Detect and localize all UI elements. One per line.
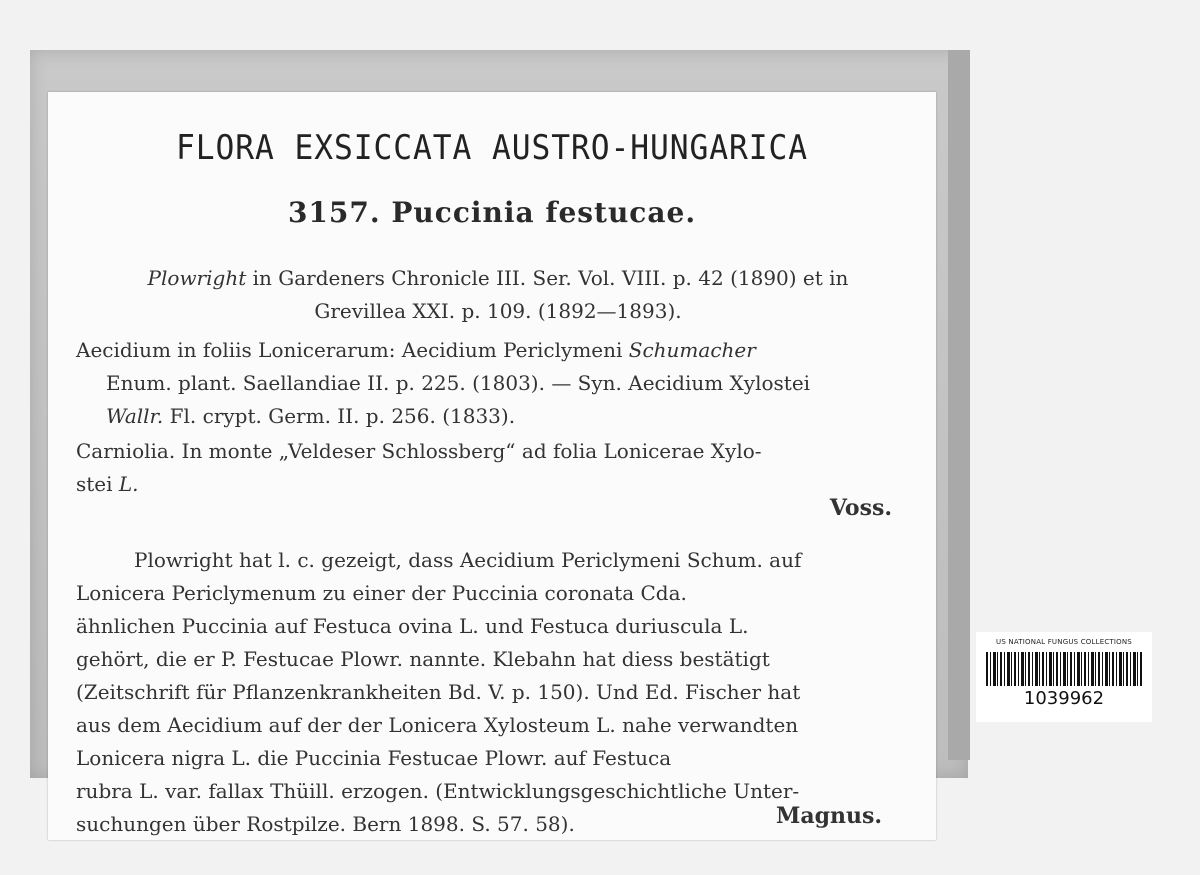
label-title: FLORA EXSICCATA AUSTRO-HUNGARICA (175, 128, 809, 168)
locality-paragraph (76, 435, 926, 501)
species-heading: 3157. Puccinia festucae. (287, 196, 697, 229)
sheet-edge-shadow (948, 50, 970, 760)
specimen-label (48, 92, 936, 840)
barcode-bars (986, 652, 1142, 686)
note-line: gehört, die er P. Festucae Plowr. nannte. Klebahn hat diess bestätigt (76, 647, 770, 671)
reference-line-1: in Gardeners Chronicle III. Ser. Vol. VIII. p. 42 (1890) et in (246, 266, 849, 290)
note-line: Lonicera Periclymenum zu einer der Puccinia coronata Cda. (76, 581, 687, 605)
collector-name: Voss. (829, 495, 892, 521)
aecidium-text-2: Enum. plant. Saellandiae II. p. 225. (1803). — Syn. Aecidium Xylostei (106, 371, 811, 395)
reference-author: Plowright (147, 266, 247, 290)
note-paragraph (134, 544, 924, 577)
aecidium-text-1: Aecidium in foliis Lonicerarum: Aecidium Periclymeni (76, 338, 629, 362)
note-line: Lonicera nigra L. die Puccinia Festucae Plowr. auf Festuca (76, 746, 672, 770)
barcode-label (976, 632, 1152, 722)
barcode-number: 1039962 (1023, 688, 1105, 709)
aecidium-author-1: Schumacher (628, 338, 756, 362)
locality-text-2: stei (76, 472, 119, 496)
note-line: (Zeitschrift für Pflanzenkrankheiten Bd. V. p. 150). Und Ed. Fischer hat (76, 680, 801, 704)
literature-reference (78, 262, 918, 328)
locality-text-1: Carniolia. In monte „Veldeser Schlossberg“ ad folia Lonicerae Xylo- (76, 439, 762, 463)
reference-line-2: Grevillea XXI. p. 109. (1892—1893). (314, 299, 682, 323)
aecidium-text-3: Fl. crypt. Germ. II. p. 256. (1833). (163, 404, 516, 428)
locality-author: L. (118, 472, 139, 496)
note-line: suchungen über Rostpilze. Bern 1898. S. 57. 58). (76, 812, 575, 836)
note-line: aus dem Aecidium auf der der Lonicera Xylosteum L. nahe verwandten (76, 713, 799, 737)
barcode-caption: US NATIONAL FUNGUS COLLECTIONS (996, 638, 1132, 646)
note-author: Magnus. (775, 803, 882, 829)
aecidium-author-2: Wallr. (106, 404, 164, 428)
aecidium-paragraph (76, 334, 926, 433)
note-line: Plowright hat l. c. gezeigt, dass Aecidium Periclymeni Schum. auf (134, 548, 802, 572)
note-line: ähnlichen Puccinia auf Festuca ovina L. und Festuca duriuscula L. (76, 614, 749, 638)
note-line: rubra L. var. fallax Thüill. erzogen. (Entwicklungsgeschichtliche Unter- (76, 779, 800, 803)
